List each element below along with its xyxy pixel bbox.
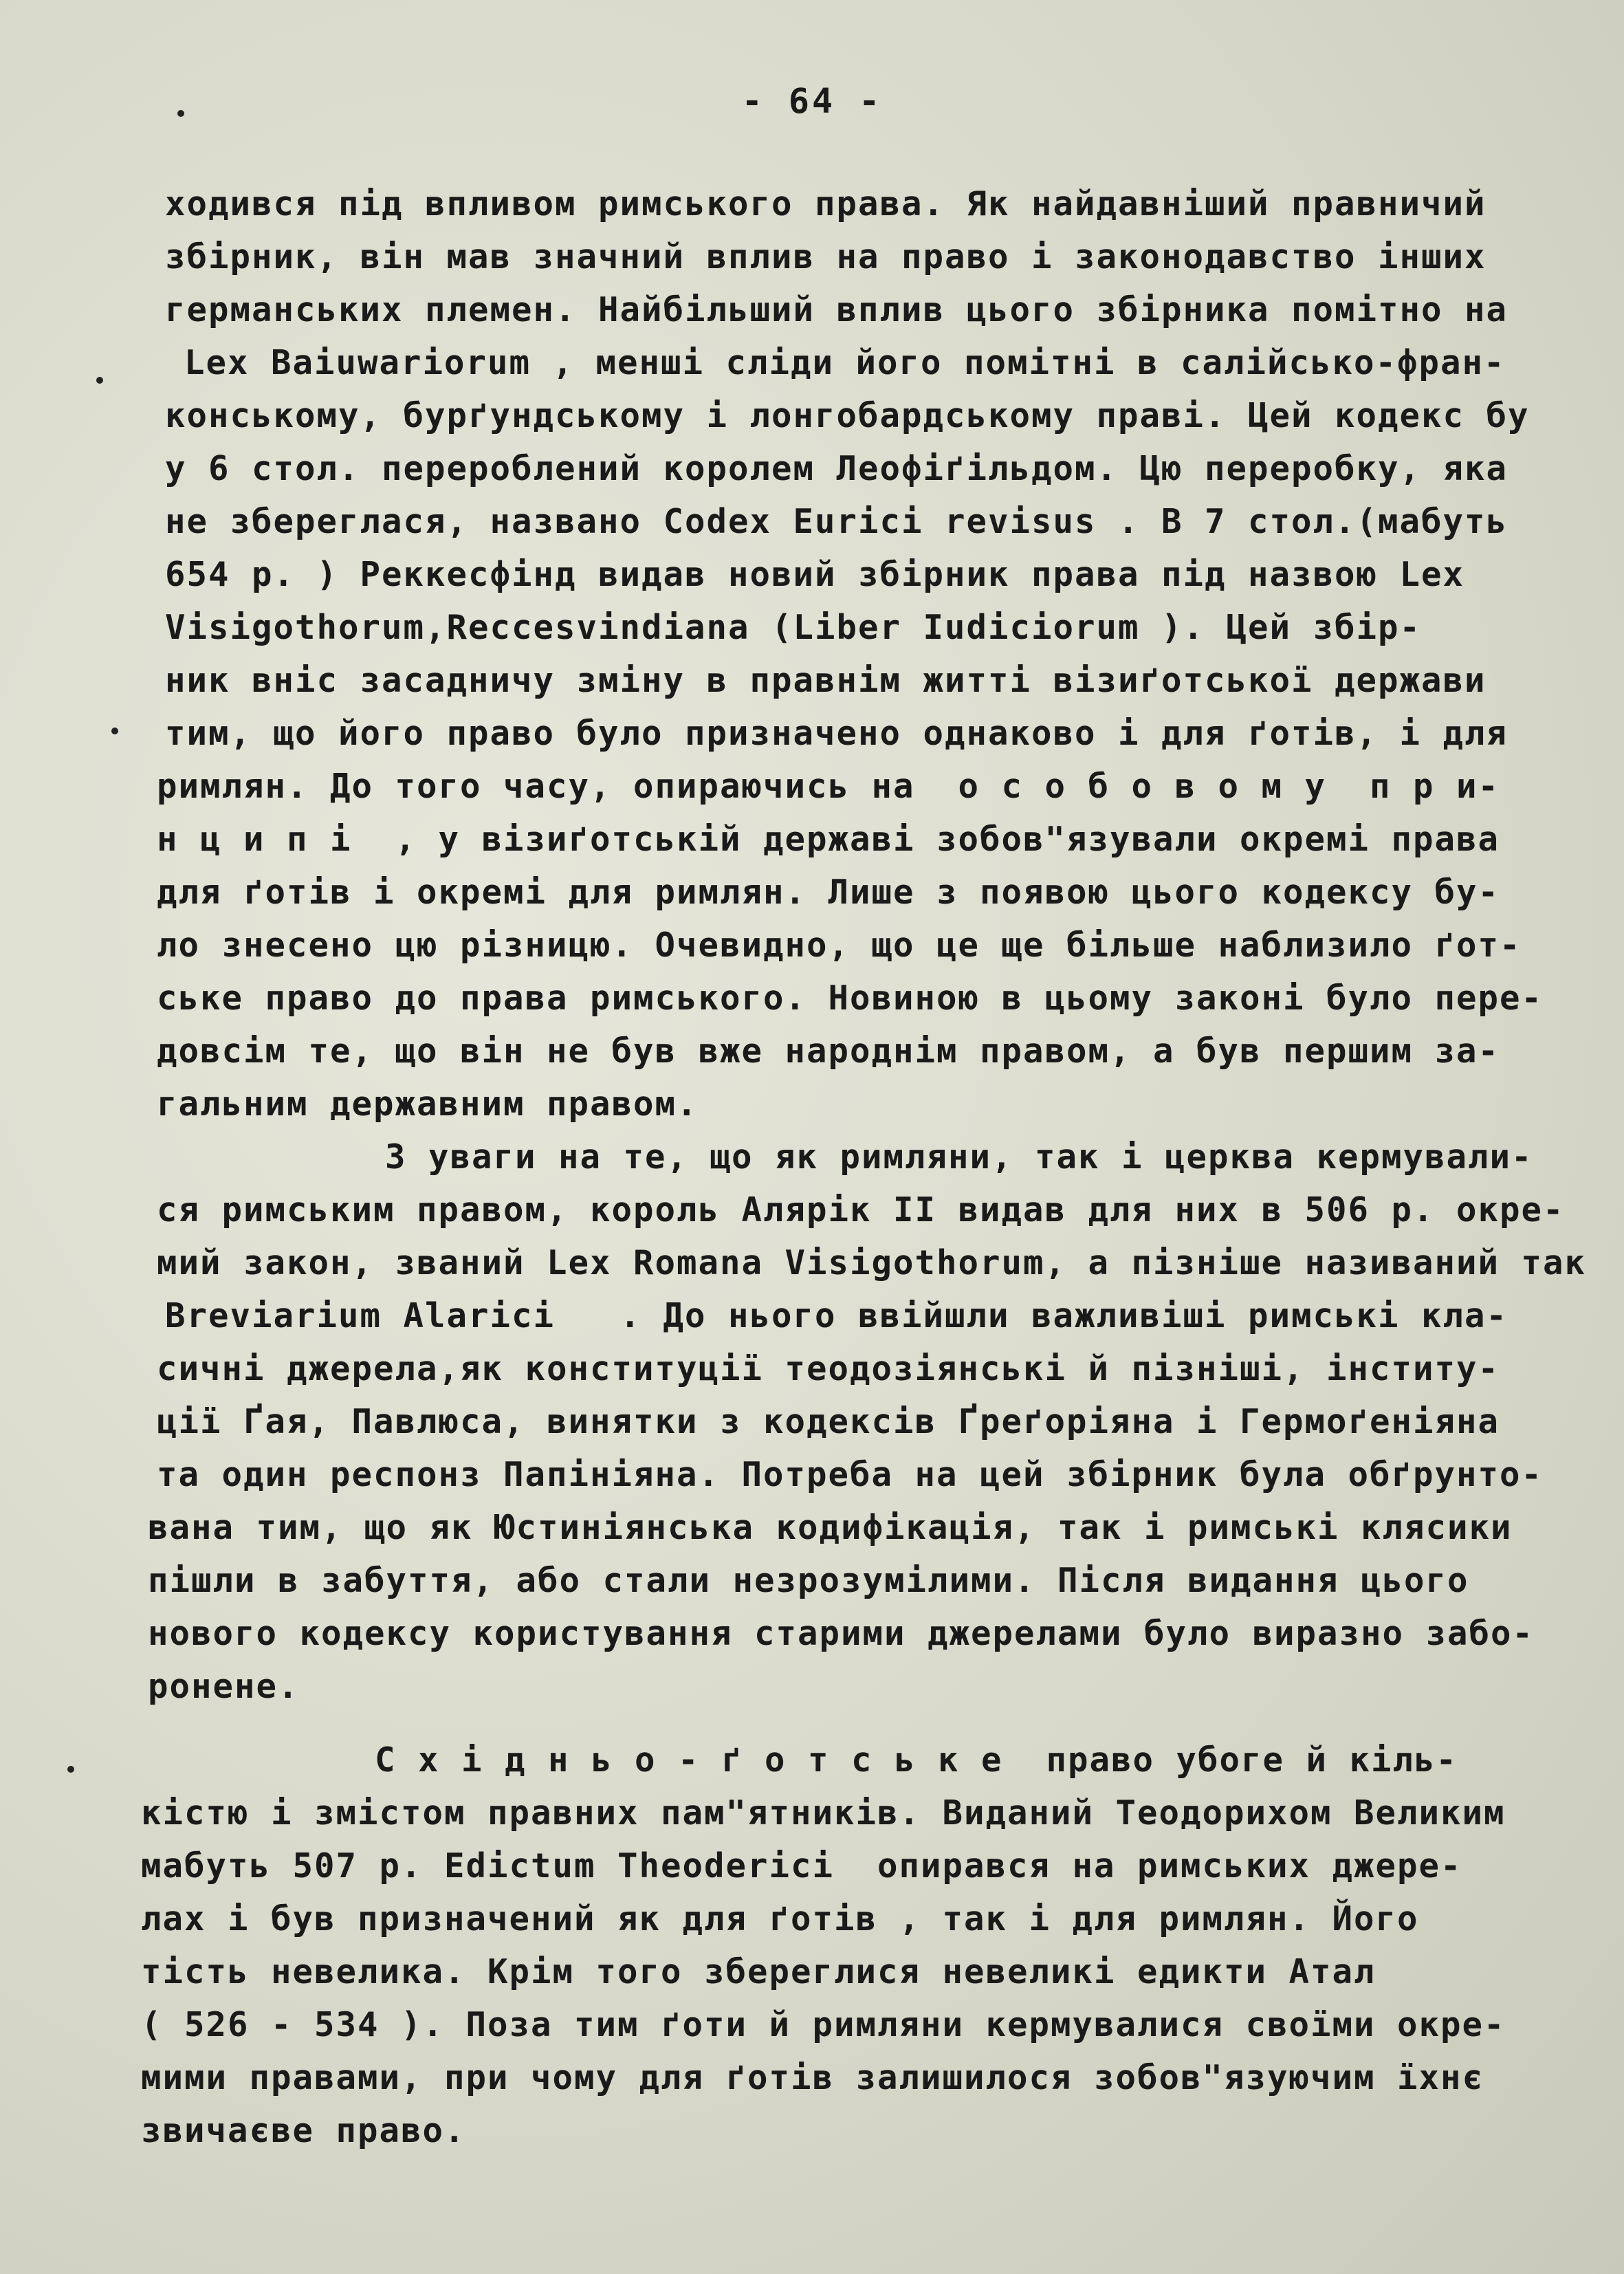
text-line: ходився під впливом римського права. Як найдавніший правничий [165,184,1486,223]
text-line: ське право до права римського. Новиною в цьому законі було пере- [157,979,1544,1018]
text-line: мий закон, званий Lex Romana Visigothorum, а пізніше називаний так [157,1243,1587,1282]
text-line: З уваги на те, що як римляни, так і церква кермували- [385,1137,1533,1177]
text-line: ( 526 - 534 ). Поза тим ґоти й римляни кермувалися своїми окре- [141,2005,1506,2044]
margin-dot [96,377,103,384]
text-line: ло знесено цю різницю. Очевидно, що це ще більше наблизило ґот- [157,926,1522,965]
text-line: довсім те, що він не був вже народнім правом, а був першим за- [157,1031,1500,1071]
text-line: гальним державним правом. [157,1084,699,1124]
text-line: мабуть 507 р. Edictum Theoderici опирався на римських джере- [141,1846,1462,1885]
page-number: - 64 - [741,81,883,121]
text-line: звичаєве право. [141,2111,466,2150]
text-line: збірник, він мав значний вплив на право і законодавство інших [165,237,1486,276]
text-line: вана тим, що як Юстиніянська кодифікація, так і римські клясики [148,1508,1513,1547]
text-line: 654 р. ) Реккесфінд видав новий збірник права під назвою Lex [165,555,1465,594]
text-line: ник вніс засадничу зміну в правнім житті візиґотської держави [165,661,1486,700]
text-line: для ґотів і окремі для римлян. Лише з появою цього кодексу бу- [157,873,1500,912]
text-line: римлян. До того часу, опираючись на о с о б о в о м у п р и- [157,767,1500,806]
margin-dot [177,110,184,117]
text-line: тим, що його право було призначено однаково і для ґотів, і для [165,714,1508,753]
margin-dot [67,1766,74,1773]
text-line: лах і був призначений як для ґотів , так і для римлян. Його [141,1899,1419,1938]
margin-dot [111,728,118,734]
text-line: нового кодексу користування старими джерелами було виразно забо- [148,1614,1535,1653]
text-line: Breviarium Alarici . До нього ввійшли важливіші римські кла- [165,1296,1508,1335]
text-line: мими правами, при чому для ґотів залишилося зобов"язуючим їхнє [141,2058,1484,2097]
text-line: ції Ґая, Павлюса, винятки з кодексів Ґреґоріяна і Гермоґеніяна [157,1402,1500,1441]
text-line: Lex Baiuwariorum , менші сліди його помітні в салійсько-фран- [184,343,1506,382]
text-line: не збереглася, названо Codex Eurici revisus . В 7 стол.(мабуть [165,502,1508,541]
text-line: тість невелика. Крім того збереглися невеликі едикти Атал [141,1952,1376,1991]
text-line: конському, бурґундському і лонгобардському праві. Цей кодекс бу [165,396,1530,435]
text-line: у 6 стол. перероблений королем Леофіґільдом. Цю переробку, яка [165,449,1508,488]
text-line: пішли в забуття, або стали незрозумілими. Після видання цього [148,1561,1469,1600]
text-line: та один респонз Папініяна. Потреба на цей збірник була обґрунто- [157,1455,1544,1494]
text-line: кістю і змістом правних пам"ятників. Виданий Теодорихом Великим [141,1793,1506,1833]
text-line: н ц и п і , у візиґотській державі зобов"язували окремі права [157,820,1500,859]
text-line: ся римським правом, король Алярік II видав для них в 506 р. окре- [157,1190,1565,1229]
text-line: сичні джерела,як конституції теодозіянські й пізніші, інститу- [157,1349,1500,1388]
text-line: С х і д н ь о - ґ о т с ь к е право убоге й кіль- [375,1740,1458,1780]
text-line: германських племен. Найбільший вплив цього збірника помітно на [165,290,1508,329]
text-line: Visigothorum,Reccesvindiana (Liber Iudiciorum ). Цей збір- [165,608,1422,647]
text-line: ронене. [148,1667,300,1706]
